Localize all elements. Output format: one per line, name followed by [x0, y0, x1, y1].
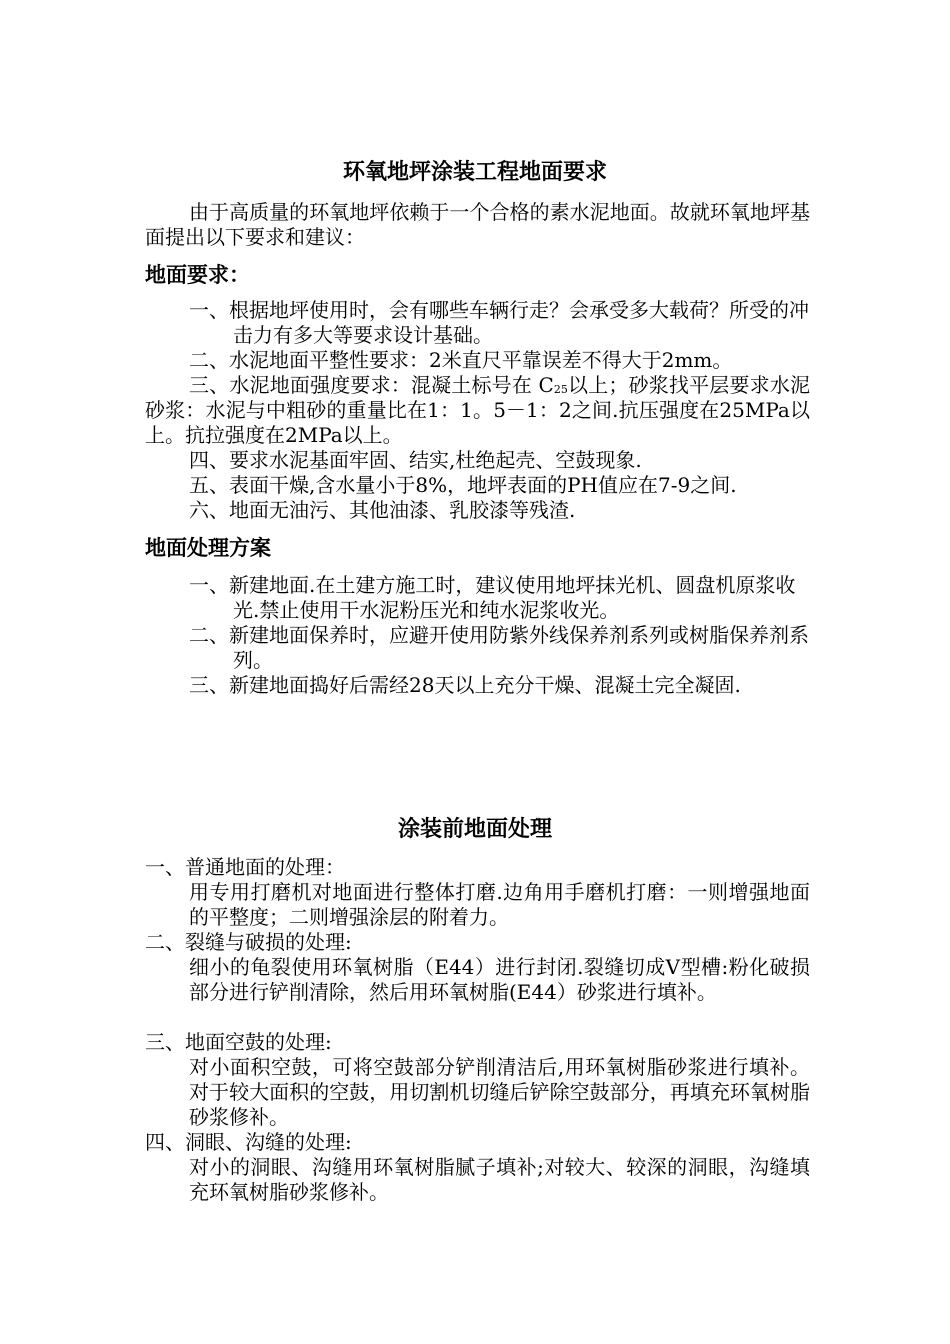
treatment-body-2: 细小的龟裂使用环氧树脂（E44）进行封闭.裂缝切成V型槽:粉化破损部分进行铲削清除，然后用环氧树脂(E44）砂浆进行填补。: [189, 955, 810, 1004]
intro-paragraph: 由于高质量的环氧地坪依赖于一个合格的素水泥地面。故就环氧地坪基面提出以下要求和建议：: [145, 200, 810, 249]
plan-item-2: 二、新建地面保养时，应避开使用防紫外线保养剂系列或树脂保养剂系列。: [189, 623, 809, 672]
second-title: 涂装前地面处理: [397, 817, 552, 842]
requirement-item-6: 六、地面无油污、其他油漆、乳胶漆等残渣.: [189, 498, 576, 522]
plan-item-1: 一、新建地面.在土建方施工时，建议使用地坪抹光机、圆盘机原浆收光.禁止使用干水泥粉压光和纯水泥浆收光。: [189, 573, 796, 622]
requirement-item-4: 四、要求水泥基面牢固、结实,杜绝起壳、空鼓现象.: [189, 448, 642, 472]
concrete-grade-subscript: 25: [553, 383, 568, 396]
section-heading-requirements: 地面要求：: [145, 263, 250, 287]
requirement-item-1: 一、根据地坪使用时，会有哪些车辆行走？会承受多大载荷？所受的冲击力有多大等要求设计基础。: [189, 298, 809, 347]
treatment-body-3: 对小面积空鼓，可将空鼓部分铲削清洁后,用环氧树脂砂浆进行填补。对于较大面积的空鼓，用切割机切缝后铲除空鼓部分，再填充环氧树脂砂浆修补。: [189, 1055, 810, 1129]
treatment-body-1: 用专用打磨机对地面进行整体打磨.边角用手磨机打磨：一则增强地面的平整度；二则增强涂层的附着力。: [189, 880, 810, 929]
document-title: 环氧地坪涂装工程地面要求: [342, 160, 607, 185]
requirement-item-2: 二、水泥地面平整性要求：2米直尺平靠误差不得大于2mm。: [189, 348, 733, 372]
treatment-heading-3: 三、地面空鼓的处理:: [145, 1030, 332, 1054]
treatment-body-4: 对小的洞眼、沟缝用环氧树脂腻子填补;对较大、较深的洞眼，沟缝填充环氧树脂砂浆修补。: [189, 1155, 810, 1204]
treatment-heading-2: 二、裂缝与破损的处理:: [145, 930, 352, 954]
plan-item-3: 三、新建地面捣好后需经28天以上充分干燥、混凝土完全凝固.: [189, 673, 741, 697]
treatment-heading-4: 四、洞眼、沟缝的处理:: [145, 1130, 352, 1154]
requirement-item-5: 五、表面干燥,含水量小于8%，地坪表面的PH值应在7-9之间.: [189, 473, 737, 497]
requirement-item-3-text-b: 以上；砂浆找平层要求水泥砂浆：水泥与中粗砂的重量比在1：1。5－1：2之间.抗压强度在25MPa以上。抗拉强度在2MPa以上。: [145, 373, 810, 447]
treatment-heading-1: 一、普通地面的处理：: [145, 855, 345, 879]
requirement-item-3: [145, 373, 810, 448]
requirement-item-3-text-a: 三、水泥地面强度要求：混凝土标号在 C: [189, 373, 554, 397]
section-heading-treatment-plan: 地面处理方案: [145, 536, 271, 560]
